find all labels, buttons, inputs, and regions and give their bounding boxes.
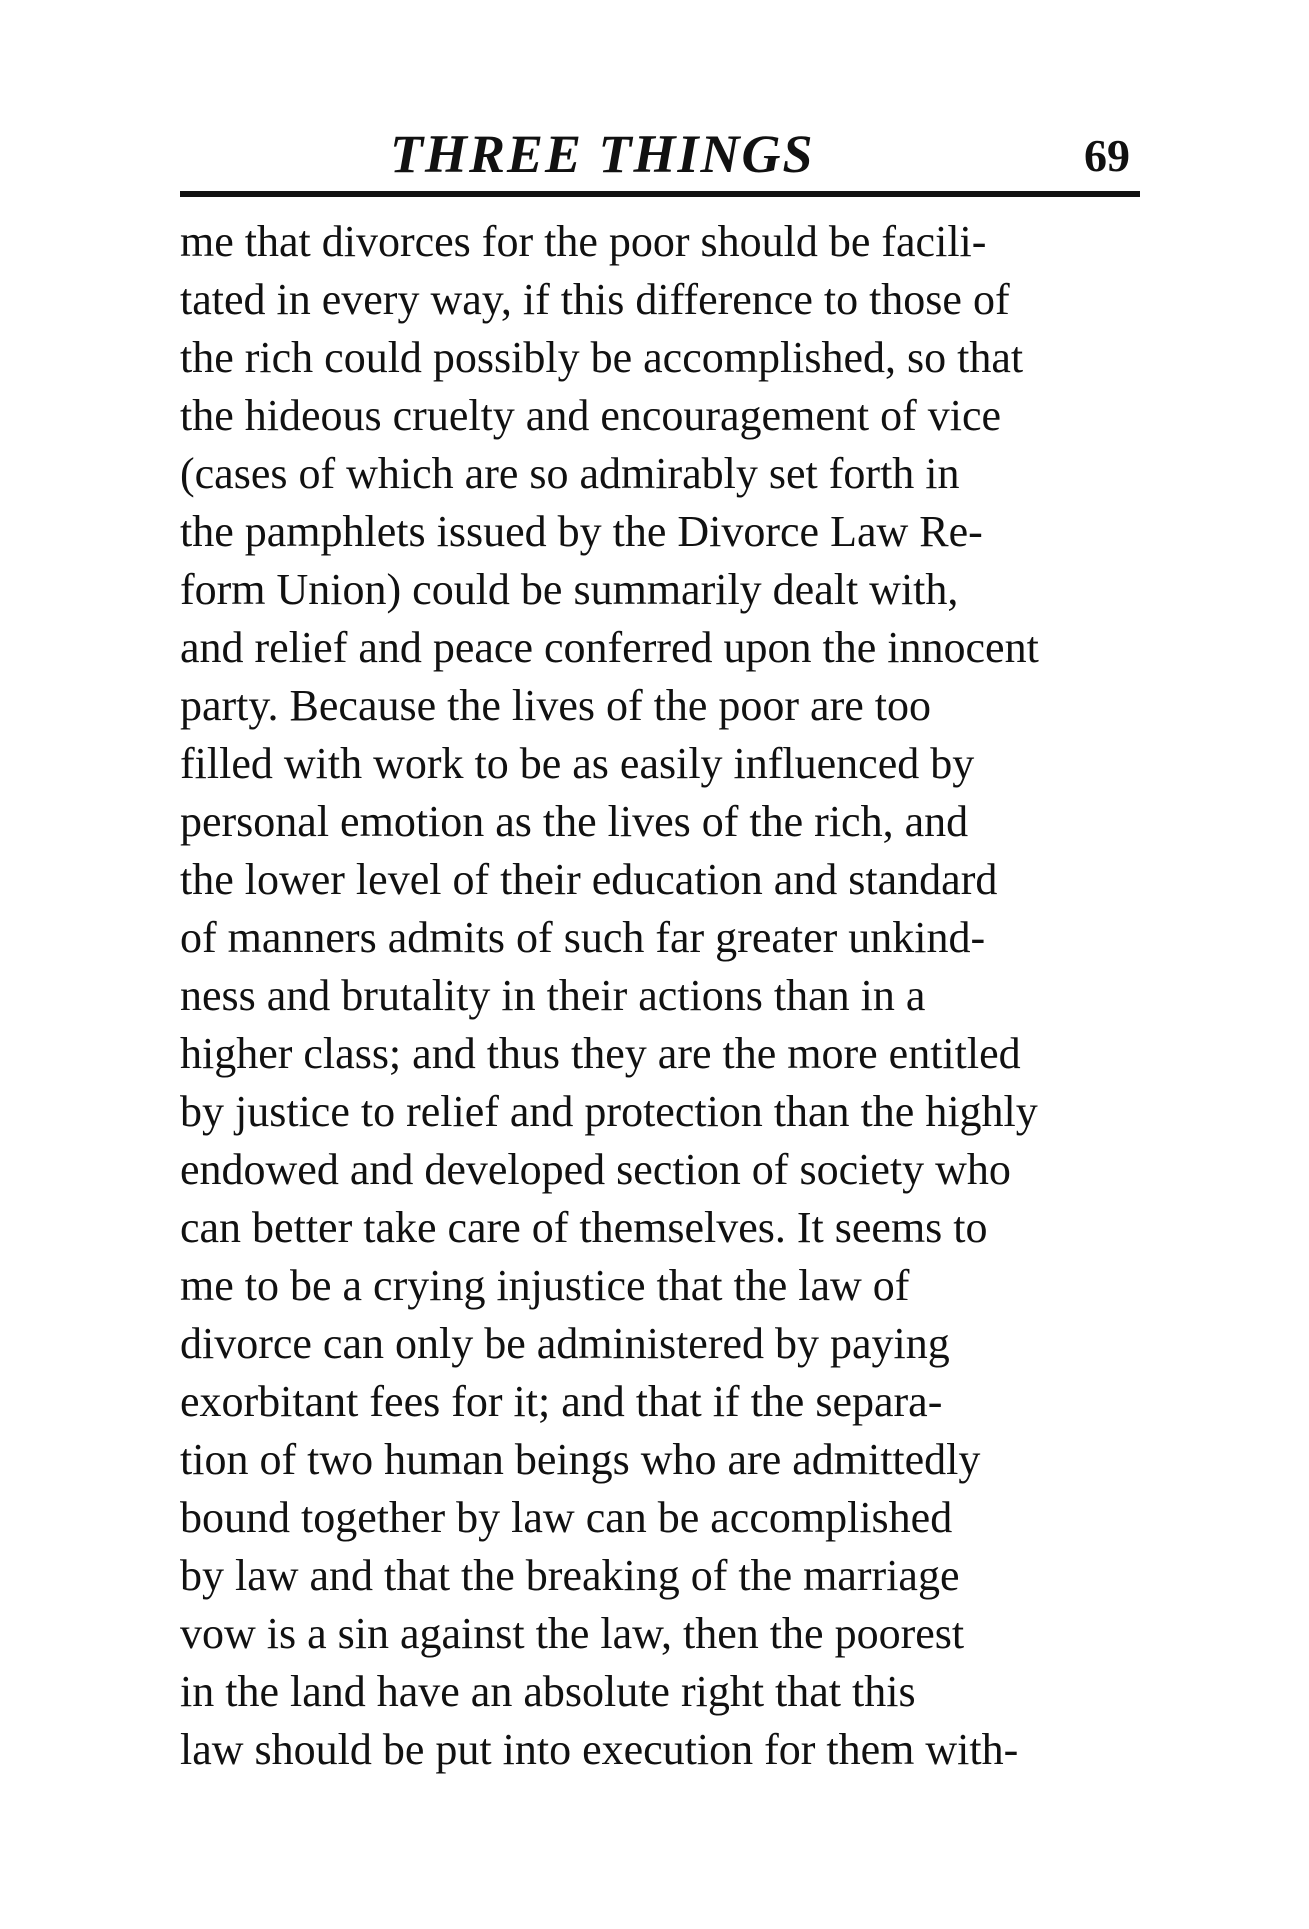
text-line: the lower level of their education and standard: [180, 855, 998, 904]
text-line: higher class; and thus they are the more entitled: [180, 1029, 1021, 1078]
text-line: divorce can only be administered by paying: [180, 1319, 950, 1368]
text-line: the rich could possibly be accomplished, so that: [180, 333, 1024, 382]
text-line: exorbitant fees for it; and that if the separa-: [180, 1377, 943, 1426]
text-line: tion of two human beings who are admittedly: [180, 1435, 981, 1484]
text-line: bound together by law can be accomplished: [180, 1493, 953, 1542]
text-line: by law and that the breaking of the marriage: [180, 1551, 960, 1600]
header-rule: [180, 191, 1140, 197]
text-line: form Union) could be summarily dealt with,: [180, 565, 959, 614]
body-text: [180, 213, 1140, 1779]
text-line: (cases of which are so admirably set forth in: [180, 449, 960, 498]
text-line: can better take care of themselves. It seems to: [180, 1203, 988, 1252]
text-line: the pamphlets issued by the Divorce Law Re-: [180, 507, 983, 556]
text-line: by justice to relief and protection than the highly: [180, 1087, 1038, 1136]
text-line: of manners admits of such far greater unkind-: [180, 913, 986, 962]
text-line: the hideous cruelty and encouragement of vice: [180, 391, 1002, 440]
text-line: me to be a crying injustice that the law of: [180, 1261, 910, 1310]
text-line: party. Because the lives of the poor are too: [180, 681, 931, 730]
text-line: filled with work to be as easily influenced by: [180, 739, 975, 788]
text-line: personal emotion as the lives of the rich, and: [180, 797, 969, 846]
text-line: in the land have an absolute right that this: [180, 1667, 916, 1716]
text-line: and relief and peace conferred upon the innocent: [180, 623, 1039, 672]
text-line: me that divorces for the poor should be facili-: [180, 217, 987, 266]
running-head: [180, 124, 1140, 184]
text-line: vow is a sin against the law, then the poorest: [180, 1609, 965, 1658]
page-number: 69: [1084, 130, 1130, 181]
text-line: tated in every way, if this difference to those of: [180, 275, 1010, 324]
text-line: endowed and developed section of society who: [180, 1145, 1011, 1194]
text-line: ness and brutality in their actions than in a: [180, 971, 926, 1020]
running-title: THREE THINGS: [390, 124, 815, 184]
text-line: law should be put into execution for them with-: [180, 1725, 1019, 1774]
